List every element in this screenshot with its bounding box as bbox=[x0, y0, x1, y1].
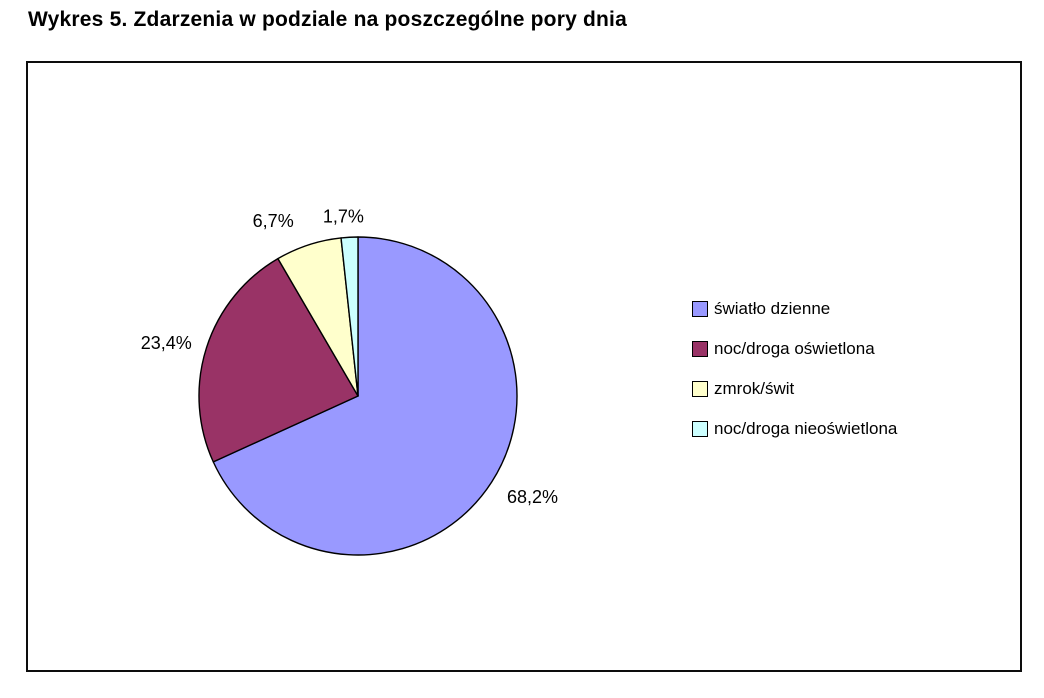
legend-label: noc/droga oświetlona bbox=[714, 339, 875, 358]
slice-data-label: 68,2% bbox=[506, 487, 559, 508]
legend-item-swiatlo-dzienne bbox=[692, 289, 897, 329]
legend-swatch-icon bbox=[692, 381, 708, 397]
legend-swatch-icon bbox=[692, 301, 708, 317]
legend-swatch-icon bbox=[692, 341, 708, 357]
legend bbox=[692, 289, 897, 449]
slice-data-label: 6,7% bbox=[252, 210, 294, 231]
slice-data-label: 23,4% bbox=[140, 333, 192, 353]
chart-title: Wykres 5. Zdarzenia w podziale na poszczególne pory dnia bbox=[28, 8, 627, 31]
legend-label: noc/droga nieoświetlona bbox=[714, 419, 898, 438]
chart-frame bbox=[26, 61, 1022, 672]
legend-item-noc-droga-oswietlona bbox=[692, 329, 897, 369]
legend-swatch-icon bbox=[692, 421, 708, 437]
slice-data-label: 1,7% bbox=[322, 206, 364, 227]
legend-label: zmrok/świt bbox=[714, 379, 795, 398]
legend-item-noc-droga-nieoswietlona bbox=[692, 409, 897, 449]
legend-item-zmrok-swit bbox=[692, 369, 897, 409]
legend-label: światło dzienne bbox=[714, 299, 831, 318]
